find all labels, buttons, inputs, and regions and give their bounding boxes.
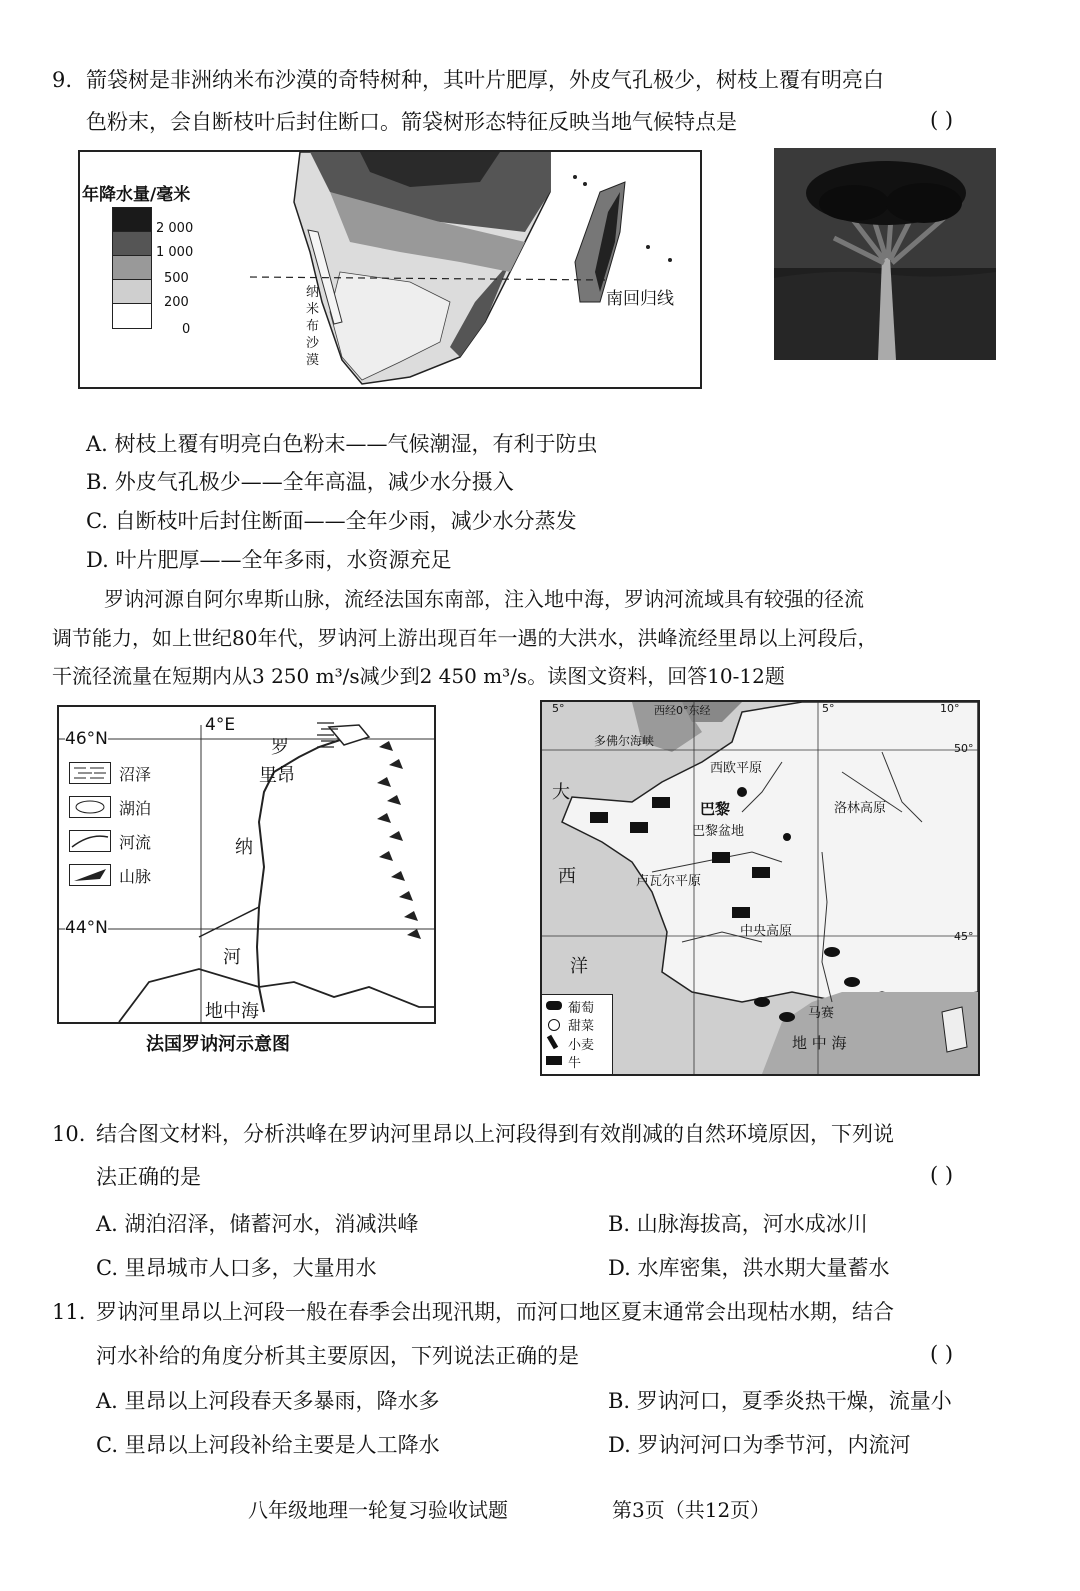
africa-precipitation-map [78, 150, 702, 389]
question-11-number: 11. [52, 1300, 86, 1324]
river-swatch [69, 830, 111, 852]
france-agriculture-map [540, 700, 980, 1076]
legend-river: 河流 [119, 833, 152, 852]
west-europe-plain-label: 西欧平原 [710, 761, 763, 776]
question-9-answer-paren: ( ) [930, 108, 954, 132]
latitude-46-label: 46°N [65, 729, 108, 749]
footer-title: 八年级地理一轮复习验收试题 [248, 1498, 508, 1522]
passage-line1: 罗讷河源自阿尔卑斯山脉，流经法国东南部，注入地中海，罗讷河流域具有较强的径流 [104, 587, 864, 611]
legend-lake: 湖泊 [119, 799, 152, 818]
rhone-map-drawing [59, 707, 434, 1022]
grape-icon [546, 1001, 562, 1010]
mediterranean-label: 地中海 [205, 1001, 259, 1022]
rhone-river-map [57, 705, 436, 1024]
question-9-stem-line1: 箭袋树是非洲纳米布沙漠的奇特树种，其叶片肥厚，外皮气孔极少，树枝上覆有明亮白 [86, 68, 884, 92]
lon-label-10e: 10° [940, 702, 960, 715]
legend-swatch-1000 [112, 231, 152, 257]
france-mediterranean-label: 地 中 海 [792, 1034, 847, 1052]
footer-page-number: 第3页（共12页） [612, 1498, 771, 1522]
dover-strait-label: 多佛尔海峡 [594, 734, 655, 748]
lyon-label: 里昂 [259, 765, 295, 786]
legend-mountain: 山脉 [119, 867, 152, 886]
legend-cattle: 牛 [568, 1056, 582, 1071]
legend-grape: 葡萄 [568, 1001, 595, 1016]
q10-option-d: D. 水库密集，洪水期大量蓄水 [608, 1256, 890, 1280]
q10-option-c: C. 里昂城市人口多，大量用水 [96, 1256, 377, 1280]
q9-option-a: A. 树枝上覆有明亮白色粉末——气候潮湿，有利于防虫 [86, 432, 598, 456]
legend-swatch-200 [112, 279, 152, 305]
legend-value: 200 [164, 295, 189, 310]
q9-option-b: B. 外皮气孔极少——全年高温，减少水分摄入 [86, 470, 514, 494]
paris-label: 巴黎 [700, 800, 731, 818]
question-11-answer-paren: ( ) [930, 1342, 954, 1366]
legend-wheat: 小麦 [568, 1038, 595, 1053]
question-10-stem-line2: 法正确的是 [96, 1165, 201, 1189]
marseille-label: 马赛 [808, 1006, 835, 1021]
river-char-luo: 罗 [271, 737, 289, 758]
passage-line3: 干流径流量在短期内从3 250 m³/s减少到2 450 m³/s。读图文资料，回答10-12题 [52, 664, 785, 688]
central-massif-label: 中央高原 [740, 924, 793, 939]
question-11-stem-line1: 罗讷河里昂以上河段一般在春季会出现汛期，而河口地区夏末通常会出现枯水期，结合 [96, 1300, 894, 1324]
lorraine-plateau-label: 洛林高原 [834, 801, 887, 816]
q11-option-a: A. 里昂以上河段春天多暴雨，降水多 [96, 1389, 440, 1413]
question-10-answer-paren: ( ) [930, 1163, 954, 1187]
passage-line2: 调节能力，如上世纪80年代，罗讷河上游出现百年一遇的大洪水，洪峰流经里昂以上河段后， [52, 626, 878, 650]
river-char-na: 纳 [235, 837, 253, 858]
legend-marsh: 沼泽 [119, 765, 152, 784]
mountain-swatch [69, 864, 111, 886]
legend-swatch-0 [112, 303, 152, 329]
q11-option-c: C. 里昂以上河段补给主要是人工降水 [96, 1433, 440, 1457]
legend-value: 2 000 [156, 221, 194, 236]
lat-label-45: 45° [954, 930, 974, 943]
legend-title: 年降水量/毫米 [82, 185, 191, 205]
lat-label-50: 50° [954, 742, 974, 755]
legend-value: 500 [164, 271, 189, 286]
q11-option-b: B. 罗讷河口，夏季炎热干燥，流量小 [608, 1389, 952, 1413]
ocean-char-da: 大 [552, 782, 570, 803]
question-9-number: 9. [52, 68, 73, 92]
rhone-map-caption: 法国罗讷河示意图 [146, 1034, 290, 1055]
quiver-tree-photo [774, 148, 996, 360]
q11-option-d: D. 罗讷河河口为季节河，内流河 [608, 1433, 911, 1457]
longitude-label: 4°E [205, 715, 236, 735]
legend-value: 1 000 [156, 245, 194, 260]
beet-icon [548, 1019, 560, 1031]
namib-desert-label: 纳 米 布 沙 漠 [306, 285, 320, 368]
wheat-icon [547, 1035, 558, 1050]
q9-option-d: D. 叶片肥厚——全年多雨，水资源充足 [86, 548, 452, 572]
lon-label-5e: 5° [822, 702, 835, 715]
river-char-he: 河 [223, 947, 241, 968]
cattle-icon [546, 1056, 562, 1065]
question-10-stem-line1: 结合图文材料，分析洪峰在罗讷河里昂以上河段得到有效削减的自然环境原因，下列说 [96, 1122, 894, 1146]
legend-swatch-500 [112, 255, 152, 281]
q10-option-a: A. 湖泊沼泽，储蓄河水，消减洪峰 [96, 1212, 419, 1236]
question-11-stem-line2: 河水补给的角度分析其主要原因，下列说法正确的是 [96, 1344, 579, 1368]
ocean-char-yang: 洋 [570, 956, 588, 977]
latitude-44-label: 44°N [65, 918, 108, 938]
tropic-of-capricorn-label: 南回归线 [606, 289, 674, 309]
question-10-number: 10. [52, 1122, 86, 1146]
lake-swatch [69, 796, 111, 818]
paris-basin-label: 巴黎盆地 [692, 824, 745, 839]
marsh-swatch [69, 762, 111, 784]
question-9-stem-line2: 色粉末，会自断枝叶后封住断口。箭袋树形态特征反映当地气候特点是 [86, 110, 737, 134]
lon-label-5w: 5° [552, 702, 565, 715]
q10-option-b: B. 山脉海拔高，河水成冰川 [608, 1212, 868, 1236]
loire-plain-label: 卢瓦尔平原 [636, 874, 702, 889]
ocean-char-xi: 西 [558, 866, 576, 887]
lon-label-0: 西经0°东经 [654, 704, 711, 717]
legend-beet: 甜菜 [568, 1019, 595, 1034]
quiver-tree-drawing [774, 148, 996, 360]
france-map-legend [542, 994, 613, 1075]
legend-swatch-2000 [112, 207, 152, 233]
q9-option-c: C. 自断枝叶后封住断面——全年少雨，减少水分蒸发 [86, 509, 577, 533]
legend-value: 0 [182, 322, 191, 337]
